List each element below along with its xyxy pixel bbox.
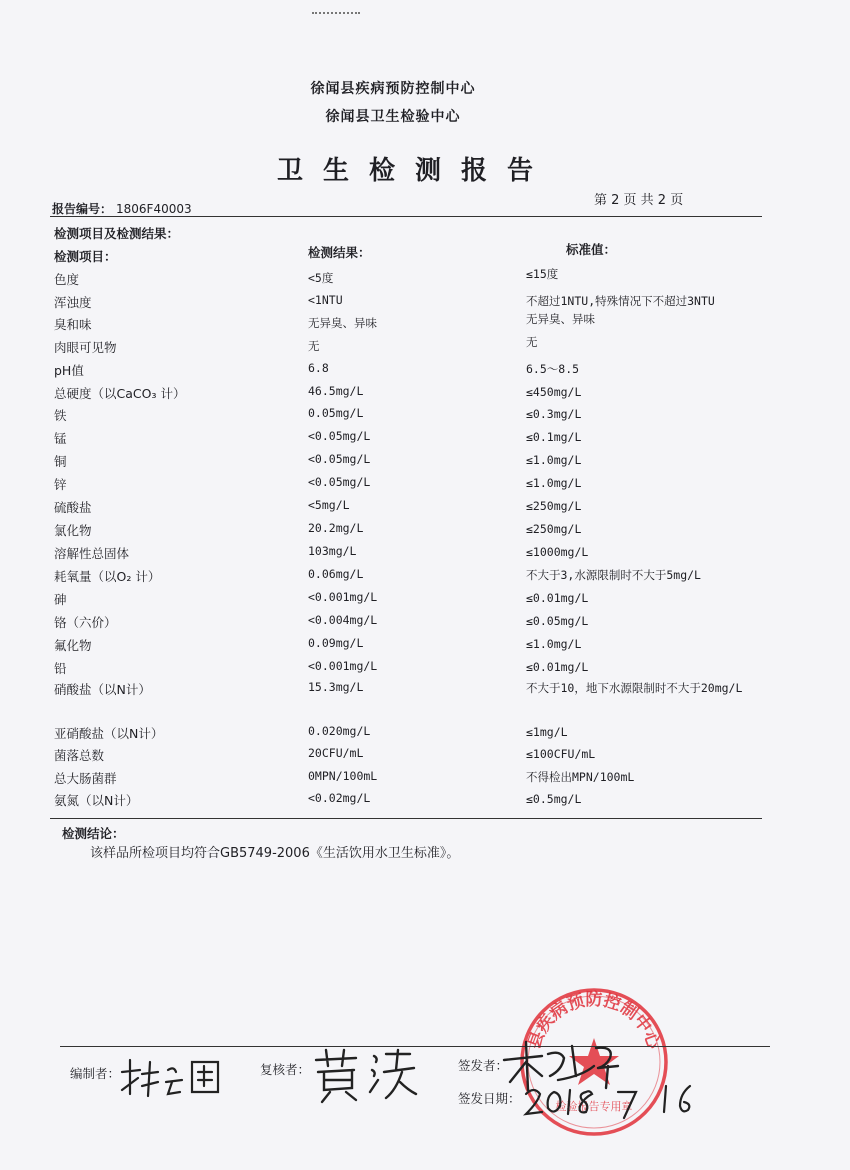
test-item: 铬（六价） bbox=[54, 615, 117, 630]
test-result: <0.05mg/L bbox=[308, 475, 371, 489]
issuer-label: 签发者： bbox=[458, 1058, 509, 1073]
test-result: <0.05mg/L bbox=[308, 429, 371, 443]
test-item: pH值 bbox=[54, 363, 84, 378]
report-title: 卫生检测报告 bbox=[276, 156, 553, 186]
reviewer-label: 复核者： bbox=[260, 1062, 311, 1077]
test-item: 臭和味 bbox=[54, 317, 92, 332]
top-rule bbox=[50, 216, 762, 217]
standard-value: 无异臭、异味 bbox=[526, 312, 595, 326]
test-item: 溶解性总固体 bbox=[54, 546, 130, 561]
test-result: 15.3mg/L bbox=[308, 680, 364, 694]
editor-signature bbox=[118, 1052, 228, 1100]
standard-value: ≤0.1mg/L bbox=[526, 430, 582, 444]
report-number-value: 1806F40003 bbox=[116, 202, 192, 216]
table-row bbox=[0, 498, 850, 520]
test-result: 0.020mg/L bbox=[308, 724, 371, 738]
test-result: <0.004mg/L bbox=[308, 613, 378, 627]
standard-value: ≤250mg/L bbox=[526, 499, 582, 513]
test-item: 锌 bbox=[54, 477, 67, 492]
table-row bbox=[0, 769, 850, 791]
table-row bbox=[0, 521, 850, 543]
test-item: 总硬度（以CaCO₃ 计） bbox=[54, 386, 186, 401]
test-result: 0.09mg/L bbox=[308, 636, 364, 650]
standard-value: 不大于3,水源限制时不大于5mg/L bbox=[526, 568, 701, 582]
standard-value: 6.5～8.5 bbox=[526, 362, 580, 376]
standard-value: ≤0.5mg/L bbox=[526, 792, 582, 806]
editor-label: 编制者： bbox=[70, 1066, 121, 1081]
standard-value: ≤0.05mg/L bbox=[526, 614, 589, 628]
standard-value: ≤1.0mg/L bbox=[526, 637, 582, 651]
table-row bbox=[0, 544, 850, 566]
org-name-1: 徐闻县疾病预防控制中心 bbox=[310, 81, 476, 97]
test-item: 砷 bbox=[54, 592, 67, 607]
test-result: <5mg/L bbox=[308, 498, 350, 512]
table-row bbox=[0, 724, 850, 746]
test-result: 无 bbox=[308, 339, 320, 353]
table-row bbox=[0, 590, 850, 612]
svg-text:检验报告专用章: 检验报告专用章 bbox=[555, 1100, 633, 1113]
standard-value: ≤450mg/L bbox=[526, 385, 582, 399]
test-result: <5度 bbox=[308, 271, 334, 285]
conclusion-text: 该样品所检项目均符合GB5749-2006《生活饮用水卫生标准》。 bbox=[90, 846, 460, 861]
test-result: 20CFU/mL bbox=[308, 746, 364, 760]
report-number-label: 报告编号： bbox=[52, 202, 113, 216]
test-item: 铅 bbox=[54, 661, 67, 676]
standard-value: ≤0.3mg/L bbox=[526, 407, 582, 421]
section-title: 检测项目及检测结果： bbox=[54, 226, 180, 241]
test-item: 锰 bbox=[54, 431, 67, 446]
standard-value: ≤0.01mg/L bbox=[526, 660, 589, 674]
test-result: <0.05mg/L bbox=[308, 452, 371, 466]
test-result: 无异臭、异味 bbox=[308, 316, 377, 330]
test-result: 0.06mg/L bbox=[308, 567, 364, 581]
standard-value: 不大于10，地下水源限制时不大于20mg/L bbox=[526, 681, 743, 695]
test-item: 氨氮（以N计） bbox=[54, 793, 139, 808]
standard-value: ≤15度 bbox=[526, 267, 559, 281]
standard-value: 无 bbox=[526, 335, 538, 349]
reviewer-signature bbox=[312, 1046, 422, 1104]
test-item: 菌落总数 bbox=[54, 748, 105, 763]
test-item: 色度 bbox=[54, 272, 80, 287]
test-item: 硝酸盐（以N计） bbox=[54, 682, 151, 697]
col-head-result: 检测结果： bbox=[308, 245, 371, 260]
table-row bbox=[0, 429, 850, 451]
test-item: 亚硝酸盐（以N计） bbox=[54, 726, 164, 741]
conclusion-label: 检测结论： bbox=[62, 826, 125, 841]
test-result: <0.02mg/L bbox=[308, 791, 371, 805]
test-result: 0.05mg/L bbox=[308, 406, 364, 420]
standard-value: ≤1.0mg/L bbox=[526, 476, 582, 490]
standard-value: ≤1000mg/L bbox=[526, 545, 589, 559]
table-row bbox=[0, 680, 850, 702]
test-result: <0.001mg/L bbox=[308, 590, 378, 604]
standard-value: 不得检出MPN/100mL bbox=[526, 770, 635, 784]
table-row bbox=[0, 452, 850, 474]
table-row bbox=[0, 361, 850, 383]
test-result: 0MPN/100mL bbox=[308, 769, 378, 783]
col-head-item: 检测项目： bbox=[54, 249, 117, 264]
test-result: <1NTU bbox=[308, 293, 343, 307]
org-name-2: 徐闻县卫生检验中心 bbox=[325, 109, 461, 125]
test-item: 氯化物 bbox=[54, 523, 92, 538]
handwritten-date bbox=[520, 1078, 700, 1122]
table-row bbox=[0, 406, 850, 428]
table-row bbox=[0, 475, 850, 497]
col-head-standard: 标准值： bbox=[566, 242, 617, 257]
standard-value: ≤0.01mg/L bbox=[526, 591, 589, 605]
report-number bbox=[52, 200, 192, 217]
test-item: 硫酸盐 bbox=[54, 500, 92, 515]
table-row bbox=[0, 335, 850, 360]
test-item: 氟化物 bbox=[54, 638, 92, 653]
test-result: 20.2mg/L bbox=[308, 521, 364, 535]
table-row bbox=[0, 746, 850, 768]
test-result: 103mg/L bbox=[308, 544, 357, 558]
page-info: 第 2 页 共 2 页 bbox=[594, 193, 684, 208]
test-item: 总大肠菌群 bbox=[54, 771, 117, 786]
test-item: 肉眼可见物 bbox=[54, 340, 117, 355]
standard-value: ≤250mg/L bbox=[526, 522, 582, 536]
issue-date-label: 签发日期： bbox=[458, 1091, 521, 1106]
standard-value: ≤100CFU/mL bbox=[526, 747, 596, 761]
table-row bbox=[0, 636, 850, 658]
svg-text:县疾病预防控制中心: 县疾病预防控制中心 bbox=[524, 990, 664, 1052]
scan-mark bbox=[312, 12, 360, 17]
test-item: 耗氧量（以O₂ 计） bbox=[54, 569, 161, 584]
bottom-rule bbox=[50, 818, 762, 819]
table-row bbox=[0, 267, 850, 292]
test-item: 浑浊度 bbox=[54, 295, 92, 310]
standard-value: 不超过1NTU,特殊情况下不超过3NTU bbox=[526, 294, 715, 308]
test-result: 46.5mg/L bbox=[308, 384, 364, 398]
standard-value: ≤1.0mg/L bbox=[526, 453, 582, 467]
table-row bbox=[0, 791, 850, 813]
standard-value: ≤1mg/L bbox=[526, 725, 568, 739]
table-row bbox=[0, 613, 850, 635]
table-row bbox=[0, 567, 850, 589]
table-row bbox=[0, 384, 850, 406]
test-item: 铁 bbox=[54, 408, 67, 423]
table-row bbox=[0, 659, 850, 681]
test-result: 6.8 bbox=[308, 361, 329, 375]
test-item: 铜 bbox=[54, 454, 67, 469]
test-result: <0.001mg/L bbox=[308, 659, 378, 673]
